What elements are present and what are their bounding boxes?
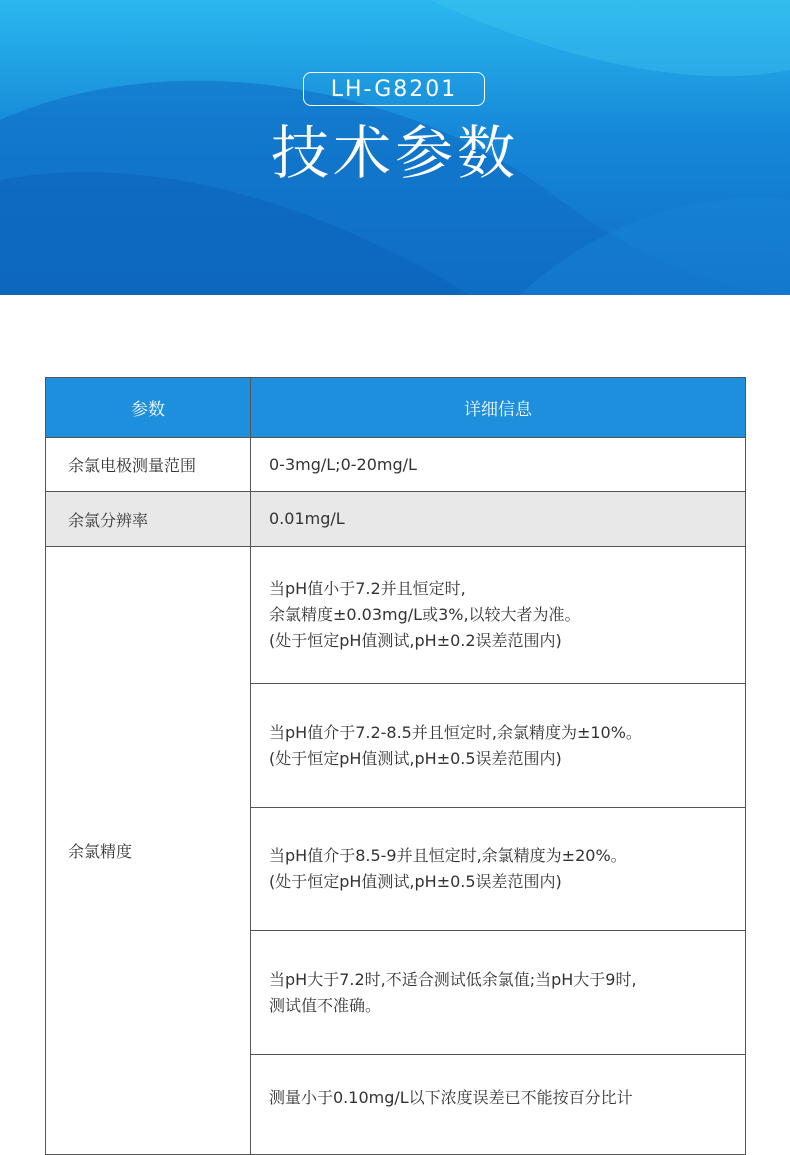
value-line: 当pH值小于7.2并且恒定时, [269,579,466,598]
table-row [46,547,746,684]
value-line: 当pH大于7.2时,不适合测试低余氯值;当pH大于9时, [269,969,637,989]
value-line: (处于恒定pH值测试,pH±0.5误差范围内) [269,872,562,891]
param-value: 0-3mg/L;0-20mg/L [251,438,746,492]
page-title: 技术参数 [270,119,519,187]
header-banner [0,0,790,295]
param-value [251,808,746,931]
value-line: 测试值不准确。 [269,995,382,1015]
param-name: 余氯精度 [46,547,251,1155]
params-table [45,377,746,1155]
param-value [251,684,746,808]
value-line: 测量小于0.10mg/L以下浓度误差已不能按百分比计 [269,1088,633,1107]
value-line: 余氯精度±0.03mg/L或3%,以较大者为准。 [269,605,581,624]
value-line: 当pH值介于8.5-9并且恒定时,余氯精度为±20%。 [269,846,627,865]
model-tag: LH-G8201 [303,72,485,106]
value-line: (处于恒定pH值测试,pH±0.5误差范围内) [269,748,562,768]
table-row [46,438,746,492]
param-name: 余氯电极测量范围 [46,438,251,492]
header-details: 详细信息 [251,378,746,438]
param-value [251,1055,746,1155]
value-line: (处于恒定pH值测试,pH±0.2误差范围内) [269,631,562,650]
table-row [46,492,746,547]
table-header-row [46,378,746,438]
param-name: 余氯分辨率 [46,492,251,547]
param-value [251,547,746,684]
header-param: 参数 [46,378,251,438]
value-line: 当pH值介于7.2-8.5并且恒定时,余氯精度为±10%。 [269,722,642,742]
param-value [251,931,746,1055]
param-value: 0.01mg/L [251,492,746,547]
